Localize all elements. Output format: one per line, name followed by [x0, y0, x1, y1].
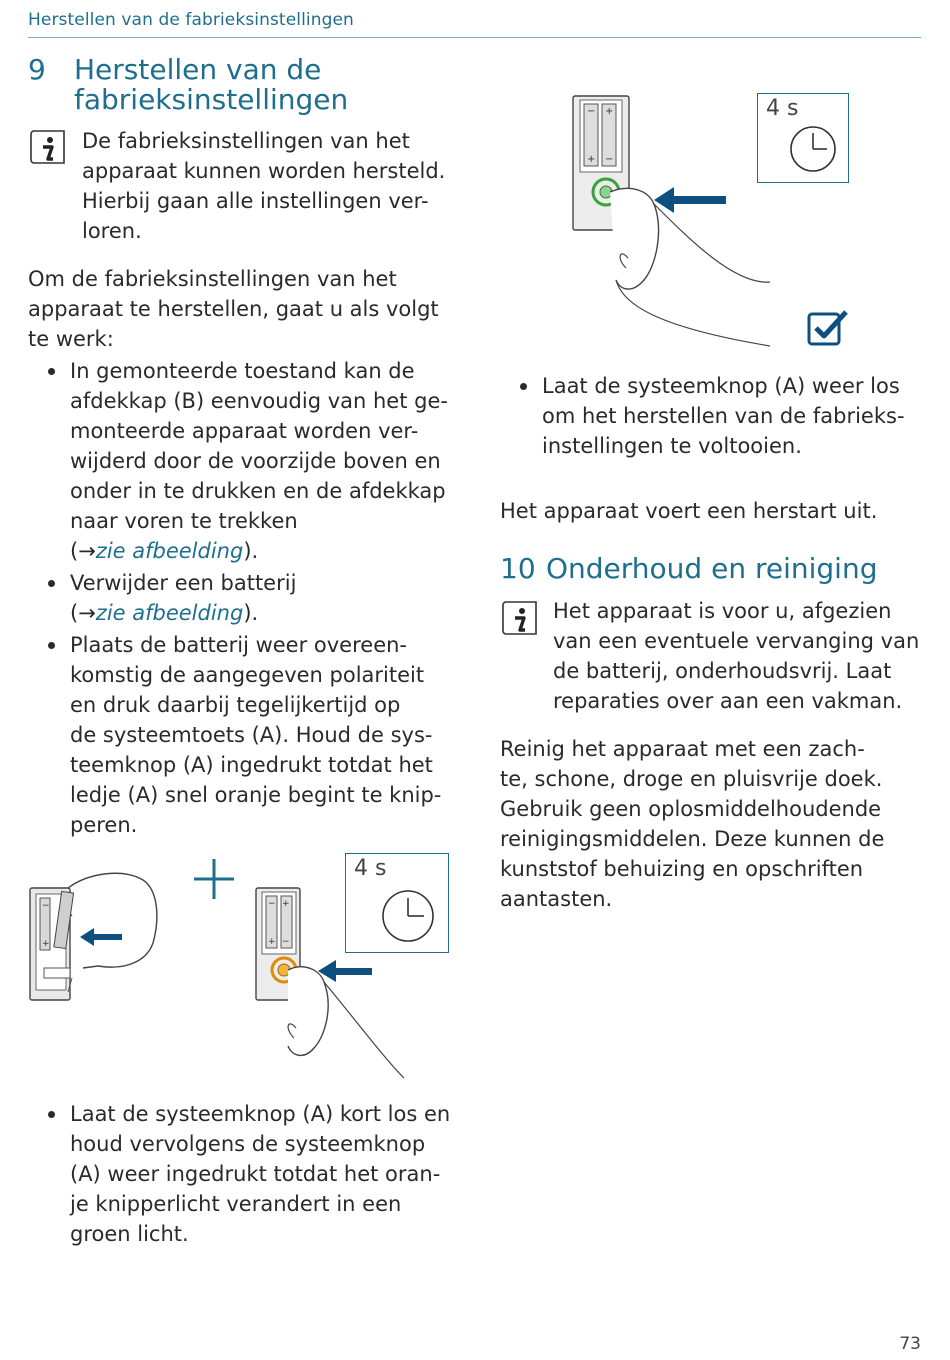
- text-line: en druk daarbij tegelijkertijd op: [70, 693, 401, 717]
- xref-open: (→: [70, 539, 96, 563]
- device-press-green-illustration: [570, 90, 780, 350]
- page-number: 73: [899, 1334, 921, 1354]
- text-line: Plaats de batterij weer overeen-: [70, 633, 407, 657]
- text-line: monteerde apparaat worden ver-: [70, 419, 419, 443]
- text-line: teemknop (A) ingedrukt totdat het: [70, 753, 433, 777]
- text-line: Gebruik geen oplosmiddelhoudende: [500, 797, 882, 821]
- text-line: instellingen te voltooien.: [542, 434, 802, 458]
- text-line: houd vervolgens de systeemknop: [70, 1132, 426, 1156]
- text-line: reparaties over aan een vakman.: [553, 689, 903, 713]
- text-line: Laat de systeemknop (A) kort los en: [70, 1102, 451, 1126]
- text-line: van een eventuele vervanging van: [553, 629, 920, 653]
- checkbox-checked-icon: [806, 308, 850, 348]
- xref-open: (→: [70, 601, 96, 625]
- svg-text:+: +: [282, 899, 290, 909]
- svg-text:−: −: [587, 106, 596, 117]
- cleaning-paragraph: [500, 734, 930, 914]
- steps-list: [28, 1099, 468, 1249]
- text-line: peren.: [70, 813, 138, 837]
- text-line: Het apparaat is voor u, afgezien: [553, 599, 892, 623]
- svg-text:+: +: [605, 106, 614, 117]
- text-line: apparaat kunnen worden hersteld.: [82, 159, 446, 183]
- list-item: [500, 371, 930, 461]
- intro-paragraph: [28, 264, 468, 354]
- clock-icon: [380, 888, 436, 944]
- text-line: Om de fabrieksinstellingen van het: [28, 267, 397, 291]
- text-line: te werk:: [28, 327, 114, 351]
- text-line: wijderd door de voorzijde boven en: [70, 449, 441, 473]
- svg-text:−: −: [605, 154, 614, 165]
- steps-list: [28, 356, 468, 840]
- info-note: [28, 125, 468, 249]
- figure-battery-insert: [28, 850, 458, 1100]
- plus-sign-icon: [192, 857, 236, 901]
- xref-link[interactable]: zie afbeelding: [95, 601, 244, 625]
- svg-text:−: −: [42, 901, 50, 911]
- steps-list: [500, 371, 930, 461]
- xref-close: ).: [243, 539, 259, 563]
- text-line: reinigingsmiddelen. Deze kunnen de: [500, 827, 885, 851]
- text-line: (A) weer ingedrukt totdat het oran-: [70, 1162, 441, 1186]
- text-line: In gemonteerde toestand kan de: [70, 359, 415, 383]
- timer-box: [757, 93, 849, 183]
- text-line: aantasten.: [500, 887, 613, 911]
- text-line: kunststof behuizing en opschriften: [500, 857, 864, 881]
- text-line: apparaat te herstellen, gaat u als volgt: [28, 297, 439, 321]
- cross-reference: [70, 598, 468, 628]
- header-divider: [28, 37, 921, 38]
- text-line: onder in te drukken en de afdekkap: [70, 479, 446, 503]
- running-header: Herstellen van de fabrieksinstellingen: [28, 10, 354, 30]
- section-10-heading: [500, 554, 930, 586]
- section-title-line: Herstellen van de: [74, 53, 322, 86]
- text-line: ledje (A) snel oranje begint te knip-: [70, 783, 442, 807]
- text-line: de batterij, onderhoudsvrij. Laat: [553, 659, 892, 683]
- section-9-heading: [28, 55, 468, 117]
- text-line: Laat de systeemknop (A) weer los: [542, 374, 900, 398]
- clock-icon: [788, 124, 838, 174]
- note-text: [553, 596, 919, 716]
- text-line: je knipperlicht verandert in een: [70, 1192, 402, 1216]
- section-number: 10: [500, 552, 536, 585]
- timer-label: 4 s: [354, 856, 387, 881]
- info-icon: [28, 125, 68, 169]
- list-item: [28, 568, 468, 628]
- text-line: Hierbij gaan alle instellingen ver-: [82, 189, 429, 213]
- note-text: [82, 126, 445, 246]
- section-title: Onderhoud en reiniging: [546, 552, 878, 585]
- text-line: afdekkap (B) eenvoudig van het ge-: [70, 389, 448, 413]
- section-number: 9: [28, 53, 46, 86]
- timer-box: [345, 853, 449, 953]
- text-line: de systeemtoets (A). Houd de sys-: [70, 723, 433, 747]
- device-battery-illustration: [28, 858, 168, 1018]
- section-title-line: fabrieksinstellingen: [74, 83, 349, 116]
- text-line: Reinig het apparaat met een zach-: [500, 737, 865, 761]
- svg-text:+: +: [587, 154, 596, 165]
- restart-paragraph: Het apparaat voert een herstart uit.: [500, 499, 878, 523]
- info-note: [500, 596, 930, 720]
- cross-reference: [70, 536, 468, 566]
- figure-factory-reset-complete: [560, 88, 860, 358]
- svg-text:−: −: [282, 937, 290, 947]
- info-icon: [500, 596, 540, 640]
- svg-text:+: +: [42, 939, 50, 949]
- text-line: naar voren te trekken: [70, 509, 298, 533]
- svg-text:+: +: [268, 937, 276, 947]
- timer-label: 4 s: [766, 96, 799, 121]
- text-line: om het herstellen van de fabrieks-: [542, 404, 905, 428]
- list-item: [28, 630, 468, 840]
- xref-link[interactable]: zie afbeelding: [95, 539, 244, 563]
- text-line: De fabrieksinstellingen van het: [82, 129, 410, 153]
- text-line: groen licht.: [70, 1222, 189, 1246]
- text-line: komstig de aangegeven polariteit: [70, 663, 425, 687]
- xref-close: ).: [243, 601, 259, 625]
- svg-text:−: −: [268, 899, 276, 909]
- text-line: Verwijder een batterij: [70, 571, 297, 595]
- list-item: [28, 356, 468, 566]
- text-line: te, schone, droge en pluisvrije doek.: [500, 767, 883, 791]
- text-line: loren.: [82, 219, 142, 243]
- list-item: [28, 1099, 468, 1249]
